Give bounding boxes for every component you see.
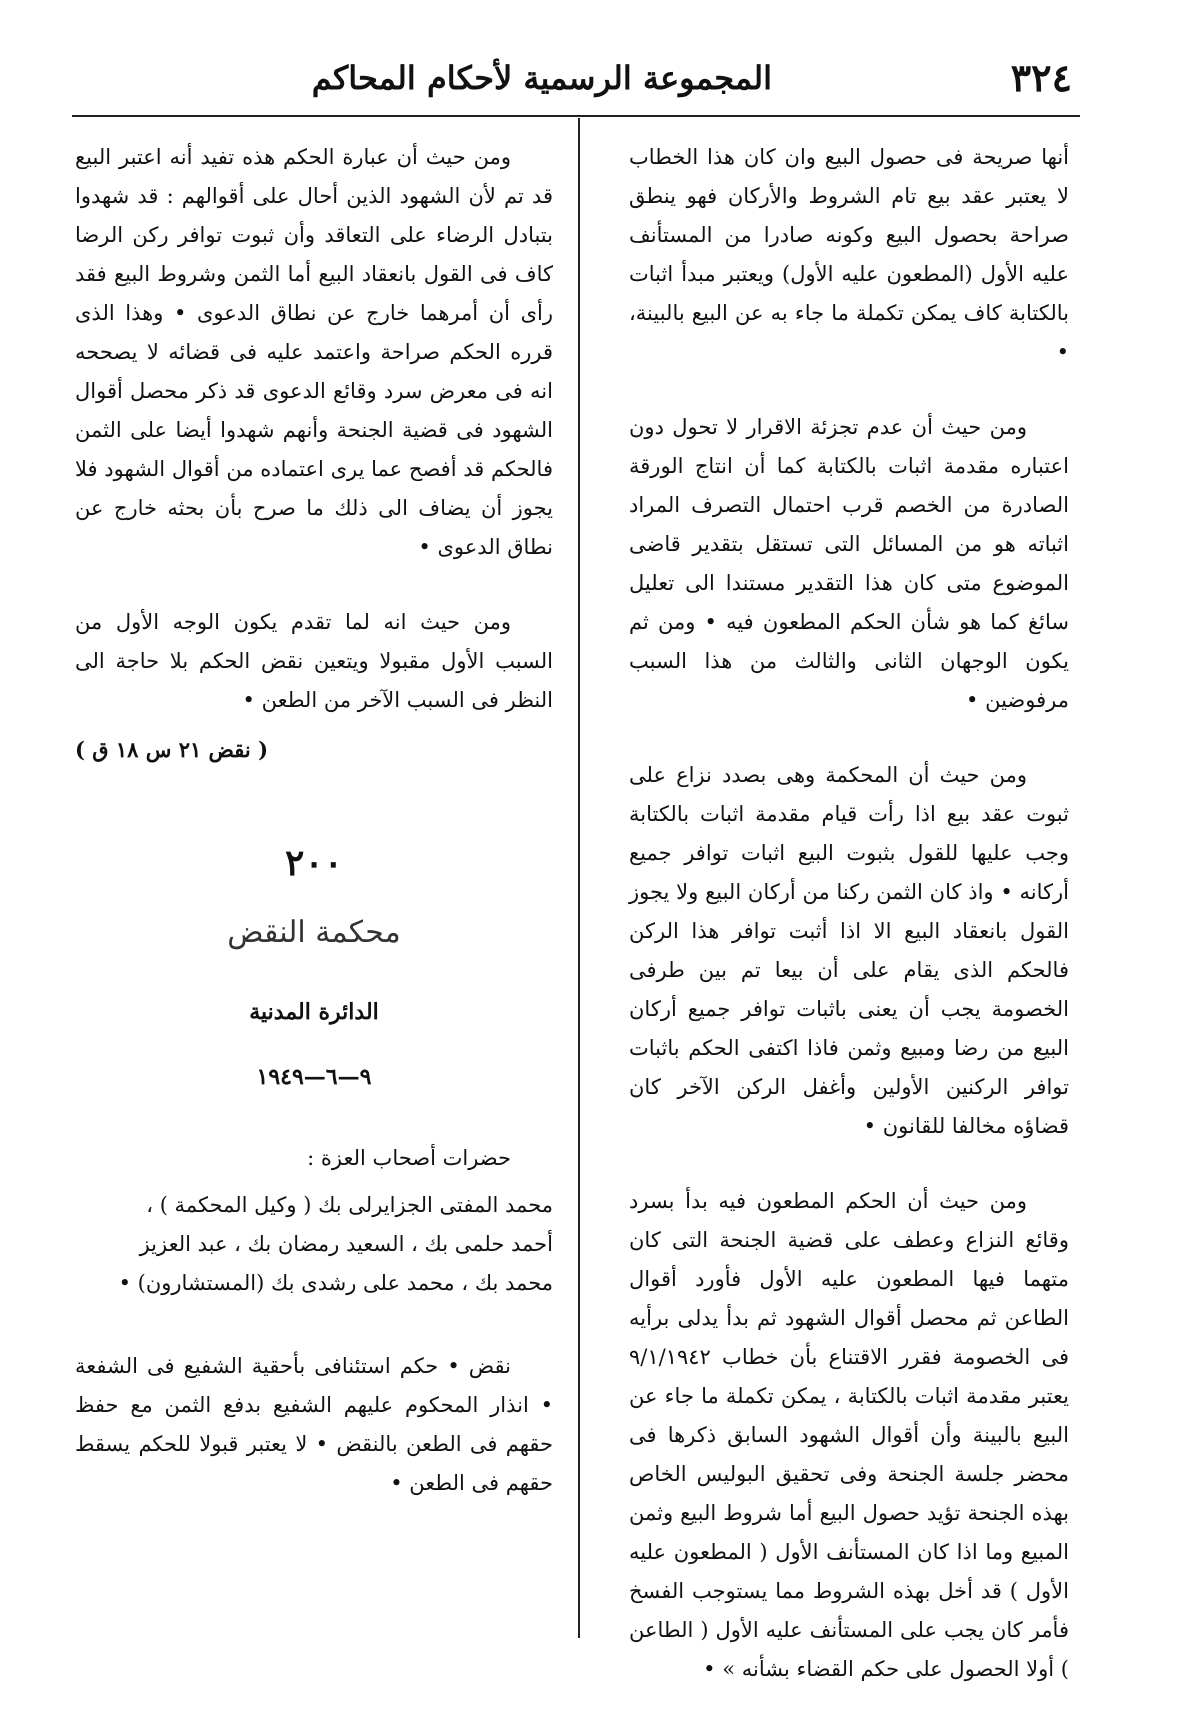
case-summary: نقض • حكم استئنافى بأحقية الشفيع فى الشفعة • انذار المحكوم عليهم الشفيع بدفع الثمن مع حفظ حقهم فى الطعن بالنقض • لا يعتبر قبولا للحكم يسقط حقهم فى الطعن • — [75, 1354, 553, 1495]
judges-line: محمد المفتى الجزايرلى بك ( وكيل المحكمة ) ، — [146, 1193, 553, 1217]
header-rule — [72, 115, 1080, 117]
paragraph: ومن حيث أن المحكمة وهى بصدد نزاع على ثبوت عقد بيع اذا رأت قيام مقدمة اثبات بالكتابة وجب عليها للقول بثبوت البيع اثبات توافر جميع أركانه • واذ كان الثمن ركنا من أركان البيع ولا يجوز القول بانعقاد البيع الا اذا أثبت توافر هذا الركن فالحكم الذى يقام على أن بيعا تم بين طرفى الخصومة يجب أن يعنى باثبات توافر جميع أركان البيع من رضا ومبيع وثمن فاذا اكتفى الحكم باثبات توافر الركنين الأولين وأغفل الركن الآخر كان قضاؤه مخالفا للقانون • — [629, 763, 1069, 1138]
judges-label: حضرات أصحاب العزة : — [307, 1146, 511, 1170]
division-title: الدائرة المدنية — [249, 999, 379, 1025]
page-number: ٣٢٤ — [1010, 55, 1072, 100]
running-title: المجموعة الرسمية لأحكام المحاكم — [311, 59, 772, 97]
judges-line: محمد بك ، محمد على رشدى بك (المستشارون) • — [118, 1271, 553, 1295]
paragraph: ومن حيث انه لما تقدم يكون الوجه الأول من السبب الأول مقبولا ويتعين نقض الحكم بلا حاجة الى النظر فى السبب الآخر من الطعن • — [75, 610, 553, 712]
right-column — [629, 138, 1069, 1725]
paragraph: أنها صريحة فى حصول البيع وان كان هذا الخطاب لا يعتبر عقد بيع تام الشروط والأركان فهو ينطق صراحة بحصول البيع وكونه صادرا من المستأنف عليه الأول (المطعون عليه الأول) ويعتبر مبدأ اثبات بالكتابة كاف يمكن تكملة ما جاء به عن البيع بالبينة، • — [629, 145, 1069, 364]
paragraph: ومن حيث أن عبارة الحكم هذه تفيد أنه اعتبر البيع قد تم لأن الشهود الذين أحال على أقوالهم : قد شهدوا بتبادل الرضاء على التعاقد وأن ثبوت توافر ركن الرضا كاف فى القول بانعقاد البيع أما الثمن وشروط البيع فقد رأى أن أمرهما خارج عن نطاق الدعوى • وهذا الذى قرره الحكم صراحة واعتمد عليه فى قضائه لا يصححه انه فى معرض سرد وقائع الدعوى قد ذكر محصل أقوال الشهود فى قضية الجنحة وأنهم شهدوا أيضا على الثمن فالحكم قد أفصح عما يرى اعتماده من أقوال الشهود فلا يجوز أن يضاف الى ذلك ما صرح بأن بحثه خارج عن نطاق الدعوى • — [75, 145, 553, 559]
paragraph: ومن حيث أن الحكم المطعون فيه بدأ بسرد وقائع النزاع وعطف على قضية الجنحة التى كان متهما فيها المطعون عليه الأول فأورد أقوال الطاعن ثم محصل أقوال الشهود ثم بدأ يدلى برأيه فى الخصومة فقرر الاقتناع بأن خطاب ٩/١/١٩٤٢ يعتبر مقدمة اثبات بالكتابة ، يمكن تكملة ما جاء عن البيع بالبينة وأن أقوال الشهود السابق ذكرها فى محضر جلسة الجنحة وفى تحقيق البوليس الخاص بهذه الجنحة تؤيد حصول البيع أما شروط البيع وثمن المبيع وما اذا كان المستأنف الأول ( المطعون عليه الأول ) قد أخل بهذه الشروط مما يستوجب الفسخ فأمر كان يجب على المستأنف عليه الأول ( الطاعن ) أولا الحصول على حكم القضاء بشأنه » • — [629, 1189, 1069, 1681]
judges-line: أحمد حلمى بك ، السعيد رمضان بك ، عبد العزيز — [139, 1232, 553, 1256]
case-number: ٢٠٠ — [284, 842, 343, 884]
court-name: محكمة النقض — [227, 915, 401, 950]
page-header — [72, 52, 1072, 104]
paragraph: ومن حيث أن عدم تجزئة الاقرار لا تحول دون اعتباره مقدمة اثبات بالكتابة كما أن انتاج الورقة الصادرة من الخصم قرب احتمال التصرف المراد اثباته هو من المسائل التى تستقل بتقدير قاضى الموضوع متى كان هذا التقدير مستندا الى تعليل سائغ كما هو شأن الحكم المطعون فيه • ومن ثم يكون الوجهان الثانى والثالث من هذا السبب مرفوضين • — [629, 415, 1069, 712]
judgment-date: ٩—٦—١٩٤٩ — [256, 1064, 372, 1090]
left-column — [75, 138, 553, 1503]
case-reference: ( نقض ٢١ س ١٨ ق ) — [75, 737, 269, 762]
judges-list — [75, 1186, 553, 1303]
column-divider — [578, 118, 580, 1638]
